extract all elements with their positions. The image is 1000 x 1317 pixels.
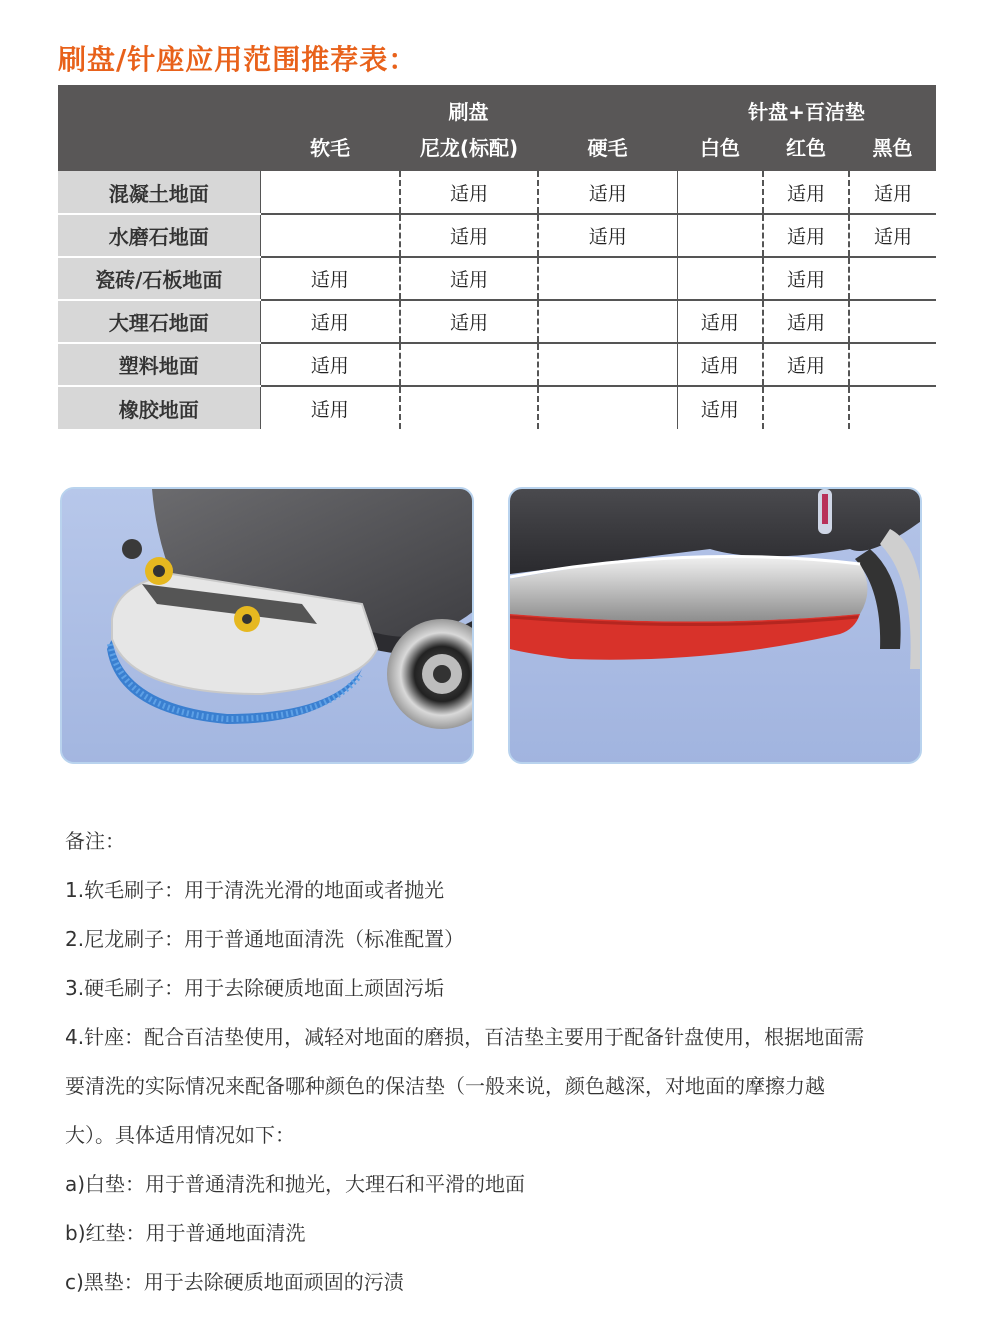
table-cell [538, 257, 677, 300]
table-row [58, 300, 936, 343]
table-cell: 适用 [400, 300, 538, 343]
sub-header-nylon: 尼龙(标配) [400, 128, 538, 171]
table-cell: 适用 [849, 171, 936, 214]
table-cell: 适用 [538, 171, 677, 214]
page-title: 刷盘/针座应用范围推荐表： [58, 43, 418, 76]
table-cell: 适用 [849, 214, 936, 257]
table-cell [260, 214, 400, 257]
table-cell: 适用 [763, 171, 849, 214]
sub-header-white: 白色 [677, 128, 763, 171]
table-cell: 适用 [260, 343, 400, 386]
row-header: 水磨石地面 [58, 214, 260, 257]
table-cell: 适用 [763, 300, 849, 343]
note-line: c)黑垫：用于去除硬质地面顽固的污渍 [65, 1270, 404, 1294]
table-cell: 适用 [763, 257, 849, 300]
table-row [58, 343, 936, 386]
table-cell: 适用 [677, 386, 763, 429]
table-cell: 适用 [260, 257, 400, 300]
table-cell [538, 300, 677, 343]
table-cell: 适用 [260, 300, 400, 343]
header-corner-2 [58, 128, 260, 171]
table-cell [400, 386, 538, 429]
note-line: 1.软毛刷子：用于清洗光滑的地面或者抛光 [65, 878, 445, 902]
table-row [58, 386, 936, 429]
table-cell [849, 257, 936, 300]
note-line: a)白垫：用于普通清洗和抛光，大理石和平滑的地面 [65, 1172, 526, 1196]
row-header: 混凝土地面 [58, 171, 260, 214]
row-header: 橡胶地面 [58, 386, 260, 429]
table-cell [400, 343, 538, 386]
table-row [58, 214, 936, 257]
table-cell [538, 343, 677, 386]
pad-holder-photo [508, 487, 922, 764]
table-cell [849, 300, 936, 343]
table-cell: 适用 [260, 386, 400, 429]
table-cell [677, 214, 763, 257]
note-line: 2.尼龙刷子：用于普通地面清洗（标准配置） [65, 927, 465, 951]
table-row [58, 257, 936, 300]
sub-header-red: 红色 [763, 128, 849, 171]
row-header: 塑料地面 [58, 343, 260, 386]
note-line: 4.针座：配合百洁垫使用，减轻对地面的磨损，百洁垫主要用于配备针盘使用，根据地面需 [65, 1025, 865, 1049]
pad-holder-illustration [510, 489, 922, 764]
table-cell: 适用 [763, 343, 849, 386]
row-header: 瓷砖/石板地面 [58, 257, 260, 300]
group-header-pad: 针盘+百洁垫 [677, 85, 936, 128]
recommendation-table [58, 85, 936, 429]
sub-header-black: 黑色 [849, 128, 936, 171]
header-corner [58, 85, 260, 128]
row-header: 大理石地面 [58, 300, 260, 343]
note-line: 3.硬毛刷子：用于去除硬质地面上顽固污垢 [65, 976, 445, 1000]
table-cell [677, 257, 763, 300]
table-cell [260, 171, 400, 214]
sub-header-hard: 硬毛 [538, 128, 677, 171]
notes-heading: 备注： [65, 829, 125, 853]
table-cell [538, 386, 677, 429]
table-cell [763, 386, 849, 429]
table-cell: 适用 [763, 214, 849, 257]
sub-header-soft: 软毛 [260, 128, 400, 171]
brush-disc-photo [60, 487, 474, 764]
note-line: 大）。具体适用情况如下： [65, 1123, 295, 1147]
table-cell [849, 386, 936, 429]
table-cell: 适用 [400, 171, 538, 214]
group-header-brush: 刷盘 [260, 85, 677, 128]
table-cell [849, 343, 936, 386]
table-row [58, 171, 936, 214]
table-cell: 适用 [677, 343, 763, 386]
table-cell: 适用 [677, 300, 763, 343]
note-line: 要清洗的实际情况来配备哪种颜色的保洁垫（一般来说，颜色越深，对地面的摩擦力越 [65, 1074, 825, 1098]
brush-disc-illustration [62, 489, 474, 764]
notes-section [65, 817, 955, 1307]
table-cell [677, 171, 763, 214]
table-cell: 适用 [400, 257, 538, 300]
note-line: b)红垫：用于普通地面清洗 [65, 1221, 306, 1245]
table-cell: 适用 [400, 214, 538, 257]
table-cell: 适用 [538, 214, 677, 257]
